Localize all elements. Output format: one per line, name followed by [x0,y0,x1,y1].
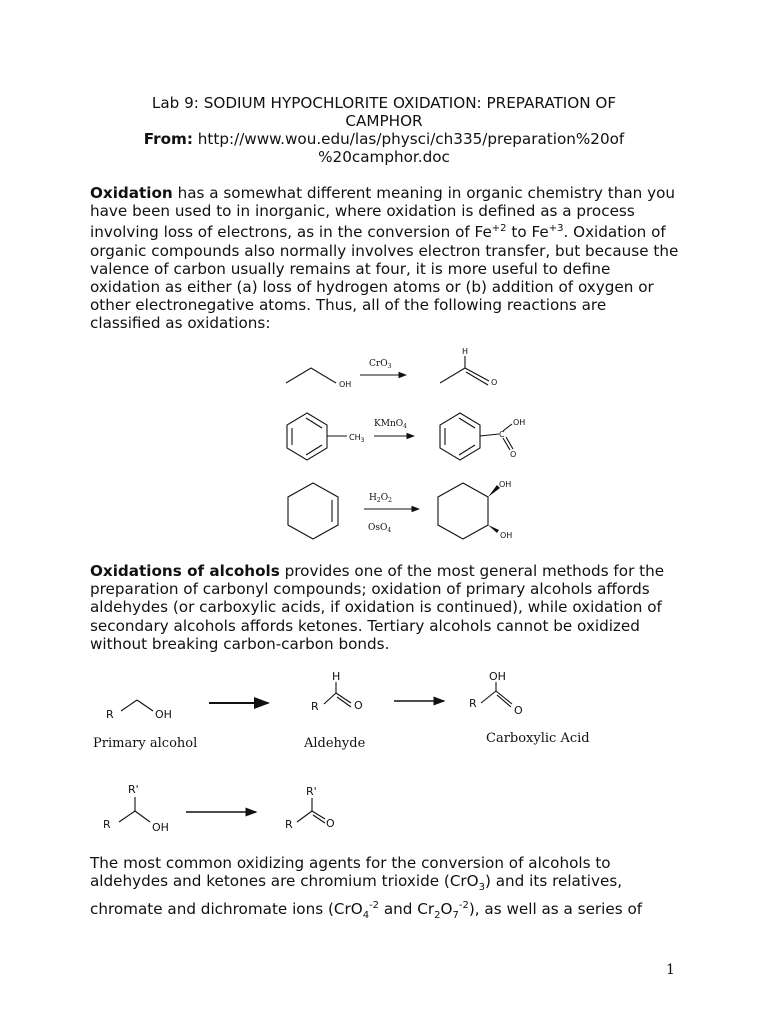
label-primary-alcohol: Primary alcohol [93,736,198,751]
oh-label-secondary: OH [152,821,169,834]
diol-oh-bottom-label: OH [500,531,513,540]
methyl-label: $CH_3$ [349,433,365,444]
o-label-ketone: O [326,817,335,830]
p3-line1: The most common oxidizing agents for the conversion of alcohols to [90,854,611,872]
p1-line7: other electronegative atoms. Thus, all of the following reactions are [90,296,607,315]
p2-line2: preparation of carbonyl compounds; oxidation of primary alcohols affords [90,580,650,599]
reagent-h2o2: $H_2O_2$ [369,493,392,504]
acid-o-label: O [510,450,517,459]
ethanol-skeleton [286,368,336,383]
p1-line8: classified as oxidations: [90,314,271,333]
r-prime-label-secondary: R' [128,783,139,796]
p1-line2: have been used to in inorganic, where oxidation is defined as a process [90,202,635,221]
scheme-secondary-alcohol [119,797,325,823]
title-line-1: Lab 9: SODIUM HYPOCHLORITE OXIDATION: PREPARATION OF [151,94,617,112]
title-line-2: CAMPHOR [345,112,423,130]
p1-line4: organic compounds also normally involves electron transfer, but because the [90,241,679,260]
r-prime-label-ketone: R' [306,785,317,798]
ethanol-oh-label: OH [339,380,352,389]
diol-ring [438,483,488,539]
source-url-continued[interactable]: %20camphor.doc [318,148,450,166]
reagent-oso4: OsO$_4$ [368,523,392,534]
label-carboxylic-acid: Carboxylic Acid [486,731,590,746]
reagent-cro3: CrO$_3$ [369,359,392,370]
r-label-primary: R [106,708,114,721]
source-url[interactable]: http://www.wou.edu/las/physci/ch335/preparation%20of [197,130,625,148]
benzoic-ring [440,413,480,460]
r-label-aldehyde: R [311,700,319,713]
p3-line2: aldehydes and ketones are chromium trioxide (CrO$_3$) and its relatives, [90,872,623,894]
r-label-acid: R [469,697,477,710]
o-label-aldehyde: O [354,699,363,712]
diol-oh-top-label: OH [499,480,512,489]
r-label-secondary: R [103,818,111,831]
from-label: From: [143,130,193,148]
p2-line1: provides one of the most general methods for the [279,562,665,580]
alcohol-oxidation-term: Oxidations of alcohols [90,562,280,580]
label-aldehyde: Aldehyde [304,736,366,751]
p1-line1: has a somewhat different meaning in organic chemistry than you [172,184,675,202]
o-label-acid: O [514,704,523,717]
page-number: 1 [666,962,675,978]
oh-label-acid: OH [489,670,506,683]
oh-label-primary: OH [155,708,172,721]
p1-line3: involving loss of electrons, as in the conversion of $Fe^{+2}$ to $Fe^{+3}$. Oxidation of [90,223,666,242]
oxidation-term: Oxidation [90,184,173,202]
wedge-bottom [488,525,499,533]
acid-c-label: C [499,430,505,439]
p2-line4: secondary alcohols affords ketones. Tertiary alcohols cannot be oxidized [90,616,640,635]
p2-line3: aldehydes (or carboxylic acids, if oxidation is continued), while oxidation of [90,598,662,617]
reagent-kmno4: KMnO$_4$ [374,419,407,430]
aldehyde-o-label: O [491,378,498,387]
toluene-ring [287,413,327,460]
p3-line3: chromate and dichromate ions (CrO$_4^{-2}$ and $Cr_2O_7^{-2}$), as well as a series of [90,900,643,922]
r-label-ketone: R [285,818,293,831]
aldehyde-h-label: H [462,347,469,356]
h-label-aldehyde: H [332,670,341,683]
p1-line5: valence of carbon usually remains at four, it is more useful to define [90,259,611,278]
acid-oh-label: OH [513,418,526,427]
p1-line6: oxidation as either (a) loss of hydrogen atoms or (b) addition of oxygen or [90,278,654,297]
p2-line5: without breaking carbon-carbon bonds. [90,634,390,653]
cyclohexene-ring [288,483,338,539]
